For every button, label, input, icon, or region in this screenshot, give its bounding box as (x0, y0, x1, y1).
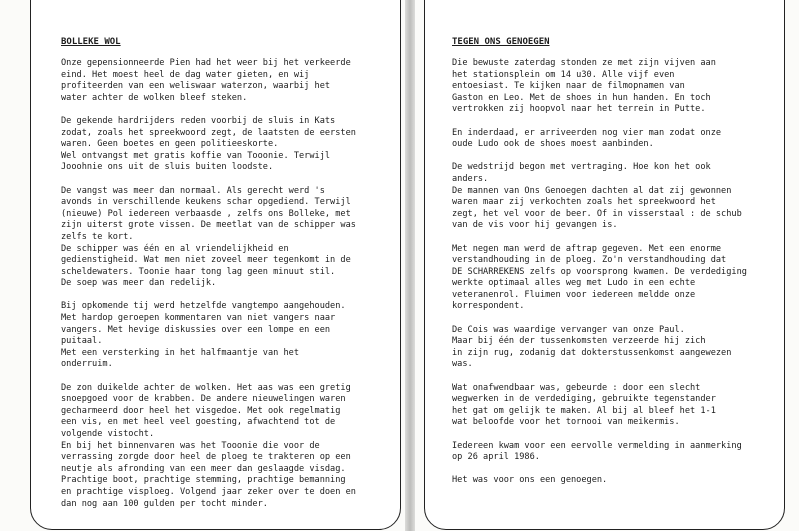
left-article (61, 37, 391, 522)
text-line: volgende vistocht. (61, 429, 155, 439)
text-line: van de vis voor hij gevangen is. (452, 220, 618, 231)
text-line: vangers. Met hevige diskussies over een lompe en een (61, 324, 331, 335)
text-line: Wat onafwendbaar was, gebeurde : door een slecht (452, 382, 701, 393)
text-line: Het was voor ons een genoegen. (452, 475, 608, 486)
text-line: werkte optimaal alles weg met Ludo in een echte (452, 278, 696, 289)
text-line: Met negen man werd de aftrap gegeven. Met een enorme (452, 243, 722, 254)
text-line: Die bewuste zaterdag stonden ze met zijn vijven aan (452, 58, 716, 68)
text-line: profiteerden van een weliswaar waterzon, waarbij het (61, 81, 331, 92)
text-line: zegt, het vel voor de beer. Of in visserstaal : de schub (452, 208, 742, 219)
text-line: wat beloofde voor het tornooi van meikermis. (452, 417, 680, 428)
paragraph (61, 116, 391, 174)
paragraph (452, 128, 772, 151)
page-gutter (405, 0, 415, 531)
paragraph (61, 383, 391, 511)
text-line: De gekende hardrijders reden voorbij de sluis in Kats (61, 115, 336, 126)
text-line: puitaal. (61, 336, 103, 347)
text-line: eind. Het moest heel de dag water gieten, en wij (61, 69, 310, 80)
paragraph (61, 301, 391, 371)
text-line: en prachtige visploeg. Volgend jaar zeker over te doen en (61, 486, 356, 497)
text-line: De vangst was meer dan normaal. Als gerecht werd 's (61, 185, 325, 196)
text-line: Iedereen kwam voor een eervolle vermelding in aanmerking (452, 440, 742, 451)
text-line: De wedstrijd begon met vertraging. Hoe kon het ook (452, 162, 711, 173)
text-line: De zon duikelde achter de wolken. Het aas was een gretig (61, 382, 351, 393)
text-line: vertrokken zij hoopvol naar het terrein in Putte. (452, 104, 706, 115)
text-line: onderruim. (61, 359, 113, 370)
text-line: Wel ontvangst met gratis koffie van Tooonie. Terwijl (61, 150, 331, 161)
text-line: zodat, zoals het spreekwoord zegt, de laatsten de eersten (61, 127, 356, 138)
text-line: in zijn rug, zodanig dat dokterstussenkomst aangewezen (452, 347, 732, 358)
text-line: Met hardop geroepen kommentaren van niet vangers naar (61, 313, 336, 324)
right-article-body (452, 58, 772, 487)
text-line: snoepgoed voor de krabben. De andere nieuwelingen waren (61, 394, 346, 405)
text-line: DE SCHARREKENS zelfs op voorsprong kwamen. De verdediging (452, 266, 747, 277)
right-article (452, 37, 772, 499)
paragraph (452, 441, 772, 464)
text-line: dan nog aan 100 gulden per tocht minder. (61, 498, 268, 509)
paragraph (61, 186, 391, 290)
text-line: Prachtige boot, prachtige stemming, prachtige bemanning (61, 475, 346, 486)
paragraph (452, 475, 772, 487)
text-line: scheldewaters. Toonie haar tong lag geen minuut stil. (61, 266, 336, 277)
text-line: Onze gepensionneerde Pien had het weer bij het verkeerde (61, 58, 351, 68)
text-line: Maar bij één der tussenkomsten verzeerde hij zich (452, 336, 706, 347)
text-line: Jooohnie ons uit de sluis buiten loodste. (61, 162, 274, 173)
paragraph (452, 383, 772, 429)
text-line: entoesiast. Te kijken naar de filmopnamen van (452, 81, 685, 92)
text-line: het stationsplein om 14 u30. Alle vijf even (452, 69, 675, 80)
text-line: De soep was meer dan redelijk. (61, 278, 217, 289)
text-line: anders. (452, 173, 489, 184)
text-line: zijn uiterst grote vissen. De meetlat van de schipper was (61, 220, 356, 231)
paragraph (452, 162, 772, 232)
text-line: veteranenrol. Fluimen voor iedereen meldde onze (452, 289, 696, 300)
text-line: waren maar zij verkochten zoals het spreekwoord het (452, 197, 716, 208)
text-line: verstandhouding in de ploeg. Zo'n verstandhouding dat (452, 255, 727, 266)
text-line: een vis, en met heel veel goesting, afwachtend tot de (61, 417, 336, 428)
text-line: het gat om gelijk te maken. Al bij al bleef het 1-1 (452, 405, 716, 416)
paragraph (452, 58, 772, 116)
text-line: wegwerken in de verdediging, gebruikte tegenstander (452, 394, 716, 405)
text-line: zelfs te kort. (61, 231, 134, 242)
text-line: was. (452, 359, 473, 370)
right-article-frame (424, 0, 785, 530)
left-article-body (61, 58, 391, 510)
left-article-title: BOLLEKE WOL (61, 37, 121, 47)
text-line: Gaston en Leo. Met de shoes in hun handen. En toch (452, 92, 711, 103)
text-line: verrassing zorgde door heel de ploeg te trakteren op een (61, 452, 351, 463)
text-line: De Cois was waardige vervanger van onze Paul. (452, 324, 685, 335)
right-article-title: TEGEN ONS GENOEGEN (452, 37, 550, 47)
text-line: En inderdaad, er arriveerden nog vier man zodat onze (452, 127, 722, 138)
text-line: Met een versterking in het halfmaantje van het (61, 347, 299, 358)
text-line: Bij opkomende tij werd hetzelfde vangtempo aangehouden. (61, 301, 346, 312)
left-article-frame (30, 0, 401, 530)
paragraph (452, 244, 772, 314)
text-line: oude Ludo ook de shoes moest aanbinden. (452, 139, 654, 150)
text-line: (nieuwe) Pol iedereen verbaasde , zelfs ons Bolleke, met (61, 208, 351, 219)
paragraph (61, 58, 391, 104)
text-line: De mannen van Ons Genoegen dachten al dat zij gewonnen (452, 185, 732, 196)
text-line: water achter de wolken bleef steken. (61, 92, 248, 103)
paragraph (452, 325, 772, 371)
text-line: neutje als afronding van een meer dan geslaagde visdag. (61, 463, 346, 474)
text-line: De schipper was één en al vriendelijkheid en (61, 243, 289, 254)
text-line: waren. Geen boetes en geen politieeskorte. (61, 139, 279, 150)
text-line: En bij het binnenvaren was het Tooonie die voor de (61, 440, 320, 451)
text-line: gedienstigheid. Wat men niet zoveel meer tegenkomt in de (61, 255, 351, 266)
text-line: op 26 april 1986. (452, 452, 540, 463)
text-line: gecharmeerd door heel het visgedoe. Met ook regelmatig (61, 405, 341, 416)
text-line: avonds in verschillende keukens schar opgediend. Terwijl (61, 197, 351, 208)
text-line: korrespondent. (452, 301, 525, 312)
